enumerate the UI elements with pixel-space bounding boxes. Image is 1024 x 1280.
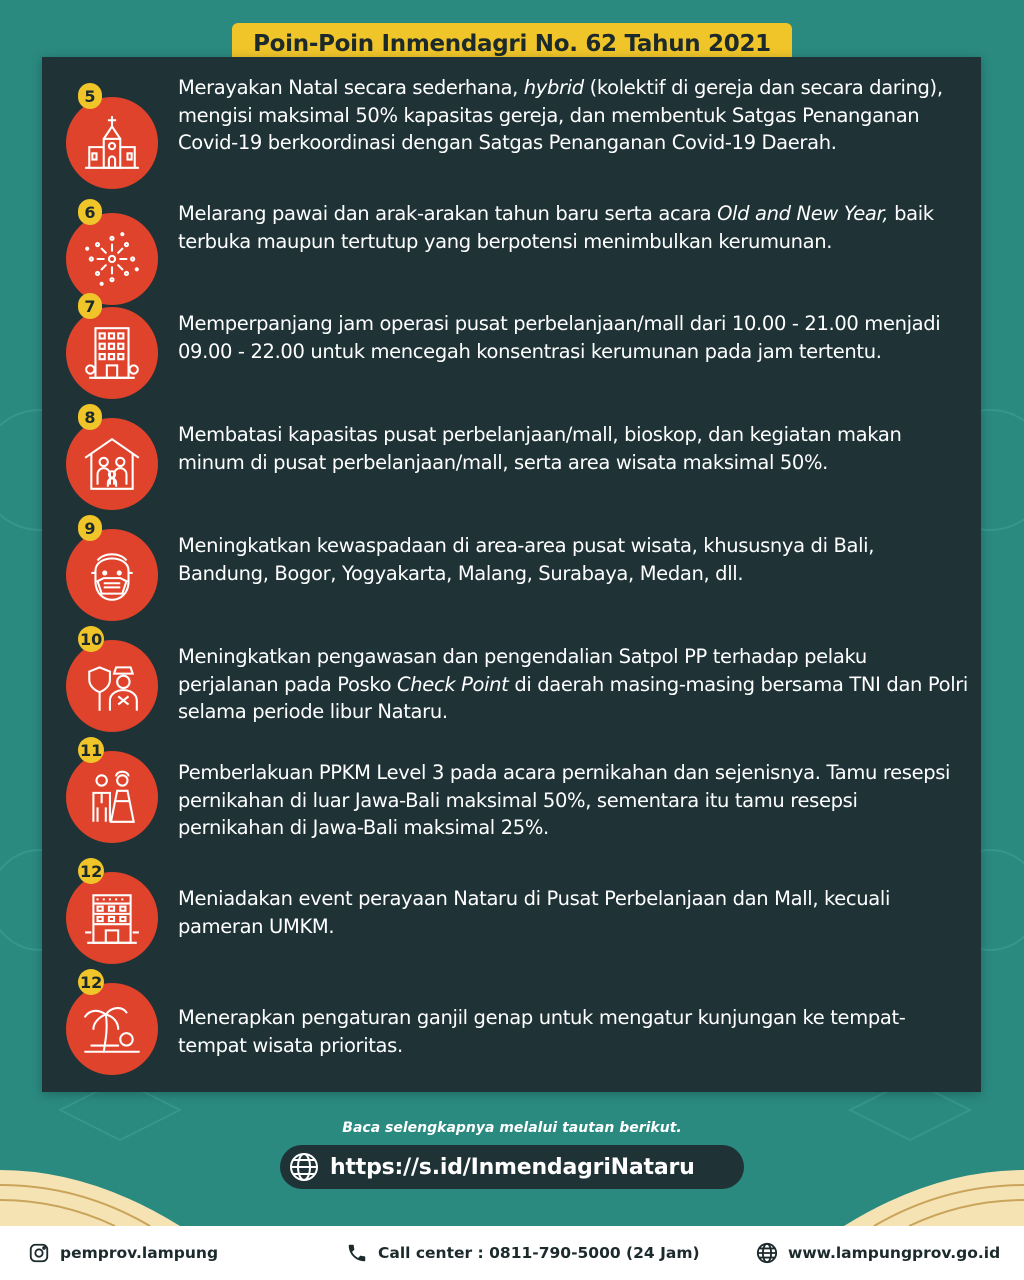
item-text: Meniadakan event perayaan Nataru di Pusat Perbelanjaan dan Mall, kecuali pameran UMKM. bbox=[178, 887, 891, 938]
website-url: www.lampungprov.go.id bbox=[788, 1244, 1001, 1262]
item-number: 12 bbox=[78, 858, 104, 884]
website-contact[interactable] bbox=[756, 1226, 1000, 1280]
globe-icon bbox=[288, 1151, 320, 1183]
footer-note: Baca selengkapnya melalui tautan berikut. bbox=[342, 1120, 682, 1136]
item-icon-wrap bbox=[66, 740, 158, 843]
link-button[interactable] bbox=[280, 1145, 744, 1189]
item-icon-wrap bbox=[66, 202, 158, 305]
masked-face-icon bbox=[66, 529, 158, 621]
item-text: Meningkatkan pengawasan dan pengendalian Satpol PP terhadap pelaku perjalanan pada Posko Check Point di daerah masing-masing bersama TNI dan Polri selama periode libur Nataru. bbox=[178, 645, 969, 723]
item-text: Melarang pawai dan arak-arakan tahun baru serta acara Old and New Year, baik terbuka maupun tertutup yang berpotensi menimbulkan kerumunan. bbox=[178, 202, 934, 253]
page-title: Poin-Poin Inmendagri No. 62 Tahun 2021 bbox=[232, 23, 792, 65]
contact-bar bbox=[0, 1226, 1024, 1280]
instagram-contact[interactable] bbox=[28, 1226, 218, 1280]
instagram-icon bbox=[28, 1242, 50, 1264]
item-text: Merayakan Natal secara sederhana, hybrid (kolektif di gereja dan secara daring), mengisi maksimal 50% kapasitas gereja, dan membentuk Satgas Penanganan Covid-19 berkoordinasi dengan Satgas Penanganan Covid-19 Daerah. bbox=[178, 76, 943, 154]
item-text: Menerapkan pengaturan ganjil genap untuk mengatur kunjungan ke tempat-tempat wisata prioritas. bbox=[178, 1006, 906, 1057]
item-number: 12 bbox=[78, 969, 104, 995]
item-number: 11 bbox=[78, 737, 104, 763]
item-text: Pemberlakuan PPKM Level 3 pada acara pernikahan dan sejenisnya. Tamu resepsi pernikahan di luar Jawa-Bali maksimal 50%, sementara itu tamu resepsi pernikahan di Jawa-Bali maksimal 25%. bbox=[178, 761, 951, 839]
item-number: 6 bbox=[78, 199, 102, 225]
item-text: Meningkatkan kewaspadaan di area-area pusat wisata, khususnya di Bali, Bandung, Bogor, Yogyakarta, Malang, Surabaya, Medan, dll. bbox=[178, 534, 875, 585]
item-icon-wrap bbox=[66, 629, 158, 732]
item-text: Memperpanjang jam operasi pusat perbelanjaan/mall dari 10.00 - 21.00 menjadi 09.00 - 22.00 untuk mencegah konsentrasi kerumunan pada jam tertentu. bbox=[178, 312, 941, 363]
wedding-couple-icon bbox=[66, 751, 158, 843]
item-icon-wrap bbox=[66, 407, 158, 510]
shopping-mall-icon bbox=[66, 872, 158, 964]
instagram-handle: pemprov.lampung bbox=[60, 1244, 219, 1262]
item-icon-wrap bbox=[66, 861, 158, 964]
mall-building-icon bbox=[66, 307, 158, 399]
phone-icon bbox=[346, 1242, 368, 1264]
item-icon-wrap bbox=[66, 972, 158, 1075]
item-number: 8 bbox=[78, 404, 102, 430]
officer-icon bbox=[66, 640, 158, 732]
beach-palm-icon bbox=[66, 983, 158, 1075]
call-center-text: Call center : 0811-790-5000 (24 Jam) bbox=[378, 1244, 700, 1262]
points-panel bbox=[42, 57, 981, 1092]
call-center-contact[interactable] bbox=[346, 1226, 700, 1280]
item-number: 5 bbox=[78, 83, 102, 109]
item-number: 7 bbox=[78, 293, 102, 319]
item-icon-wrap bbox=[66, 518, 158, 621]
church-icon bbox=[66, 97, 158, 189]
item-number: 10 bbox=[78, 626, 104, 652]
item-number: 9 bbox=[78, 515, 102, 541]
globe-icon bbox=[756, 1242, 778, 1264]
item-text: Membatasi kapasitas pusat perbelanjaan/mall, bioskop, dan kegiatan makan minum di pusat perbelanjaan/mall, serta area wisata maksimal 50%. bbox=[178, 423, 902, 474]
fireworks-icon bbox=[66, 213, 158, 305]
link-text[interactable]: https://s.id/InmendagriNataru bbox=[330, 1154, 695, 1180]
item-icon-wrap bbox=[66, 296, 158, 399]
item-icon-wrap bbox=[66, 86, 158, 189]
people-house-icon bbox=[66, 418, 158, 510]
